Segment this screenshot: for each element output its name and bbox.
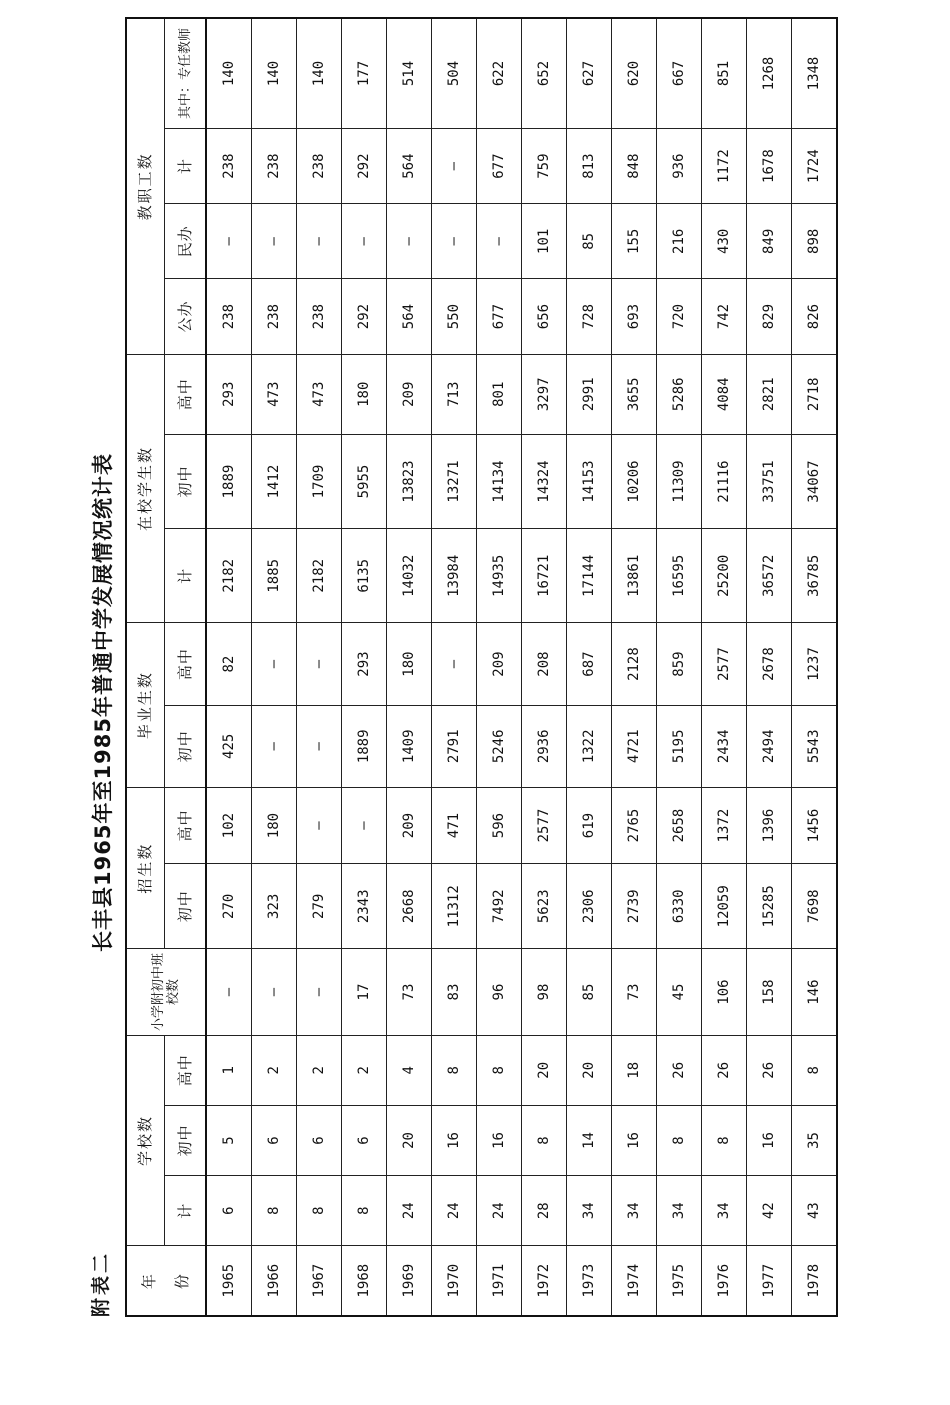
table-cell: 279 <box>297 864 342 949</box>
table-cell: 102 <box>206 787 252 863</box>
staff-private-header: 民办 <box>165 204 207 279</box>
table-cell: 1372 <box>702 787 747 863</box>
table-cell: 13861 <box>612 529 657 623</box>
table-cell: 20 <box>522 1035 567 1105</box>
table-cell: 1724 <box>792 128 838 203</box>
table-cell: 292 <box>342 128 387 203</box>
table-cell: 2739 <box>612 864 657 949</box>
table-title: 长丰县1965年至1985年普通中学发展情况统计表 <box>91 453 115 952</box>
table-cell: 564 <box>387 279 432 354</box>
table-cell: 2434 <box>702 705 747 787</box>
table-cell: 11312 <box>432 864 477 949</box>
table-cell: 693 <box>612 279 657 354</box>
school-senior-header: 高中 <box>165 1035 207 1105</box>
table-cell: 17 <box>342 949 387 1035</box>
enroll-senior-header: 高中 <box>165 787 207 863</box>
table-cell: 2577 <box>522 787 567 863</box>
table-cell: 759 <box>522 128 567 203</box>
table-cell: 6 <box>252 1105 297 1175</box>
year-cell: 1965 <box>206 1246 252 1316</box>
table-cell: 42 <box>747 1176 792 1246</box>
table-cell: 15285 <box>747 864 792 949</box>
table-row <box>522 18 567 1316</box>
year-header <box>126 1246 206 1316</box>
year-cell: 1972 <box>522 1246 567 1316</box>
table-cell: 14032 <box>387 529 432 623</box>
table-cell: 1889 <box>206 434 252 528</box>
table-cell: 18 <box>612 1035 657 1105</box>
students-total-header: 计 <box>165 529 207 623</box>
table-header <box>126 18 206 1316</box>
staff-header: 教职工数 <box>126 18 165 354</box>
table-cell: 5246 <box>477 705 522 787</box>
table-cell: 619 <box>567 787 612 863</box>
table-cell: 728 <box>567 279 612 354</box>
enroll-junior-header: 初中 <box>165 864 207 949</box>
table-cell: 13984 <box>432 529 477 623</box>
table-cell: 5195 <box>657 705 702 787</box>
table-cell: — <box>432 204 477 279</box>
table-cell: 1709 <box>297 434 342 528</box>
year-cell: 1974 <box>612 1246 657 1316</box>
year-cell: 1966 <box>252 1246 297 1316</box>
table-cell: 140 <box>206 18 252 128</box>
table-cell: 13271 <box>432 434 477 528</box>
table-row <box>477 18 522 1316</box>
table-cell: 1678 <box>747 128 792 203</box>
table-body <box>206 18 837 1316</box>
table-cell: 20 <box>387 1105 432 1175</box>
table-cell: 851 <box>702 18 747 128</box>
table-cell: 238 <box>206 128 252 203</box>
table-cell: 16721 <box>522 529 567 623</box>
table-cell: 101 <box>522 204 567 279</box>
table-cell: 1409 <box>387 705 432 787</box>
table-cell: 898 <box>792 204 838 279</box>
table-cell: — <box>252 705 297 787</box>
table-cell: 425 <box>206 705 252 787</box>
table-row <box>792 18 838 1316</box>
grad-junior-header: 初中 <box>165 705 207 787</box>
table-cell: 2343 <box>342 864 387 949</box>
table-cell: 596 <box>477 787 522 863</box>
primary-attached-header: 小学附初中班校数 <box>126 949 206 1035</box>
table-cell: — <box>297 204 342 279</box>
table-cell: 742 <box>702 279 747 354</box>
table-cell: 859 <box>657 623 702 705</box>
school-total-header: 计 <box>165 1176 207 1246</box>
table-cell: 14 <box>567 1105 612 1175</box>
table-cell: 238 <box>252 128 297 203</box>
table-cell: 849 <box>747 204 792 279</box>
table-cell: 208 <box>522 623 567 705</box>
table-cell: 33751 <box>747 434 792 528</box>
table-cell: 98 <box>522 949 567 1035</box>
table-cell: 2128 <box>612 623 657 705</box>
table-cell: 140 <box>297 18 342 128</box>
table-cell: 20 <box>567 1035 612 1105</box>
enrollment-header: 招生数 <box>126 787 165 948</box>
table-cell: 7492 <box>477 864 522 949</box>
table-cell: 677 <box>477 128 522 203</box>
table-cell: 627 <box>567 18 612 128</box>
table-cell: 5623 <box>522 864 567 949</box>
table-cell: 34 <box>657 1176 702 1246</box>
grad-senior-header: 高中 <box>165 623 207 705</box>
staff-total-header: 计 <box>165 128 207 203</box>
table-cell: 16 <box>612 1105 657 1175</box>
table-cell: 4721 <box>612 705 657 787</box>
table-cell: 216 <box>657 204 702 279</box>
table-cell: 6 <box>342 1105 387 1175</box>
table-cell: 1322 <box>567 705 612 787</box>
table-cell: 550 <box>432 279 477 354</box>
table-cell: — <box>206 949 252 1035</box>
table-cell: 16 <box>747 1105 792 1175</box>
year-header-top: 年 <box>140 1272 158 1290</box>
table-cell: 36572 <box>747 529 792 623</box>
school-junior-header: 初中 <box>165 1105 207 1175</box>
students-header: 在校学生数 <box>126 354 165 623</box>
table-cell: 687 <box>567 623 612 705</box>
table-cell: 158 <box>747 949 792 1035</box>
students-junior-header: 初中 <box>165 434 207 528</box>
table-cell: 1396 <box>747 787 792 863</box>
table-cell: 1889 <box>342 705 387 787</box>
table-cell: 26 <box>702 1035 747 1105</box>
table-cell: 209 <box>387 787 432 863</box>
table-cell: 26 <box>657 1035 702 1105</box>
year-header-bottom: 份 <box>173 1272 191 1290</box>
table-cell: 82 <box>206 623 252 705</box>
table-cell: 8 <box>657 1105 702 1175</box>
students-senior-header: 高中 <box>165 354 207 434</box>
table-cell: 83 <box>432 949 477 1035</box>
table-cell: 34 <box>612 1176 657 1246</box>
table-cell: 292 <box>342 279 387 354</box>
table-cell: — <box>387 204 432 279</box>
table-row <box>747 18 792 1316</box>
table-cell: — <box>432 623 477 705</box>
table-cell: 36785 <box>792 529 838 623</box>
table-cell: 209 <box>387 354 432 434</box>
table-cell: 514 <box>387 18 432 128</box>
table-cell: 14324 <box>522 434 567 528</box>
table-row <box>252 18 297 1316</box>
table-cell: 34 <box>702 1176 747 1246</box>
table-cell: — <box>432 128 477 203</box>
table-cell: 471 <box>432 787 477 863</box>
table-cell: 24 <box>387 1176 432 1246</box>
table-cell: 14134 <box>477 434 522 528</box>
table-cell: 2494 <box>747 705 792 787</box>
table-cell: 16595 <box>657 529 702 623</box>
table-cell: 13823 <box>387 434 432 528</box>
table-cell: 620 <box>612 18 657 128</box>
year-cell: 1976 <box>702 1246 747 1316</box>
year-cell: 1971 <box>477 1246 522 1316</box>
table-cell: 1172 <box>702 128 747 203</box>
table-row <box>567 18 612 1316</box>
year-cell: 1968 <box>342 1246 387 1316</box>
table-cell: 4084 <box>702 354 747 434</box>
table-cell: 155 <box>612 204 657 279</box>
table-cell: 16 <box>432 1105 477 1175</box>
table-cell: 473 <box>297 354 342 434</box>
table-cell: — <box>477 204 522 279</box>
table-cell: 238 <box>297 128 342 203</box>
table-cell: 8 <box>432 1035 477 1105</box>
table-cell: 8 <box>702 1105 747 1175</box>
year-cell: 1978 <box>792 1246 838 1316</box>
table-cell: — <box>252 949 297 1035</box>
table-cell: 8 <box>792 1035 838 1105</box>
table-cell: 8 <box>297 1176 342 1246</box>
table-cell: 180 <box>342 354 387 434</box>
table-row <box>297 18 342 1316</box>
table-cell: 1348 <box>792 18 838 128</box>
table-cell: 2577 <box>702 623 747 705</box>
table-cell: 848 <box>612 128 657 203</box>
year-cell: 1977 <box>747 1246 792 1316</box>
table-cell: 801 <box>477 354 522 434</box>
table-cell: 2936 <box>522 705 567 787</box>
table-row <box>612 18 657 1316</box>
table-cell: 2 <box>297 1035 342 1105</box>
table-cell: 24 <box>432 1176 477 1246</box>
table-cell: 6 <box>297 1105 342 1175</box>
table-row <box>206 18 252 1316</box>
table-cell: 4 <box>387 1035 432 1105</box>
table-cell: 25200 <box>702 529 747 623</box>
table-cell: 323 <box>252 864 297 949</box>
table-cell: 8 <box>477 1035 522 1105</box>
table-cell: 85 <box>567 204 612 279</box>
table-row <box>432 18 477 1316</box>
table-cell: 45 <box>657 949 702 1035</box>
table-cell: 5543 <box>792 705 838 787</box>
table-cell: — <box>342 204 387 279</box>
year-cell: 1969 <box>387 1246 432 1316</box>
table-cell: 3297 <box>522 354 567 434</box>
table-cell: 826 <box>792 279 838 354</box>
table-cell: 3655 <box>612 354 657 434</box>
year-cell: 1975 <box>657 1246 702 1316</box>
table-cell: 35 <box>792 1105 838 1175</box>
table-cell: 2668 <box>387 864 432 949</box>
table-cell: 12059 <box>702 864 747 949</box>
table-cell: 7698 <box>792 864 838 949</box>
table-cell: 238 <box>206 279 252 354</box>
graduates-header: 毕业生数 <box>126 623 165 787</box>
table-cell: 564 <box>387 128 432 203</box>
staff-teachers-header: 其中：专任教师 <box>165 18 207 128</box>
table-cell: 2821 <box>747 354 792 434</box>
appendix-label: 附表二 <box>90 1250 112 1317</box>
table-cell: 293 <box>342 623 387 705</box>
table-cell: 1268 <box>747 18 792 128</box>
table-cell: 106 <box>702 949 747 1035</box>
table-cell: 504 <box>432 18 477 128</box>
table-cell: 34067 <box>792 434 838 528</box>
table-cell: — <box>297 705 342 787</box>
table-row <box>657 18 702 1316</box>
table-cell: 622 <box>477 18 522 128</box>
table-cell: 2 <box>342 1035 387 1105</box>
table-cell: 473 <box>252 354 297 434</box>
table-cell: 2678 <box>747 623 792 705</box>
table-cell: 96 <box>477 949 522 1035</box>
table-cell: 6 <box>206 1176 252 1246</box>
table-cell: 8 <box>522 1105 567 1175</box>
year-cell: 1970 <box>432 1246 477 1316</box>
table-cell: — <box>297 623 342 705</box>
table-row <box>387 18 432 1316</box>
table-cell: 936 <box>657 128 702 203</box>
table-cell: 43 <box>792 1176 838 1246</box>
statistics-table <box>125 17 838 1317</box>
table-cell: 1412 <box>252 434 297 528</box>
table-cell: 180 <box>387 623 432 705</box>
table-cell: 14153 <box>567 434 612 528</box>
table-cell: 73 <box>612 949 657 1035</box>
table-cell: 5955 <box>342 434 387 528</box>
table-cell: 2765 <box>612 787 657 863</box>
table-cell: 270 <box>206 864 252 949</box>
table-cell: 430 <box>702 204 747 279</box>
table-cell: 238 <box>297 279 342 354</box>
table-cell: 2182 <box>297 529 342 623</box>
table-cell: 11309 <box>657 434 702 528</box>
table-cell: 2 <box>252 1035 297 1105</box>
table-cell: 293 <box>206 354 252 434</box>
table-cell: 2991 <box>567 354 612 434</box>
table-cell: 6135 <box>342 529 387 623</box>
table-row <box>342 18 387 1316</box>
table-cell: 177 <box>342 18 387 128</box>
table-cell: 713 <box>432 354 477 434</box>
table-cell: 720 <box>657 279 702 354</box>
table-cell: — <box>297 949 342 1035</box>
table-row <box>702 18 747 1316</box>
table-cell: — <box>252 204 297 279</box>
table-cell: 5 <box>206 1105 252 1175</box>
table-cell: 1 <box>206 1035 252 1105</box>
table-cell: 28 <box>522 1176 567 1246</box>
year-cell: 1973 <box>567 1246 612 1316</box>
table-cell: 5286 <box>657 354 702 434</box>
table-cell: — <box>297 787 342 863</box>
table-cell: 2791 <box>432 705 477 787</box>
table-cell: 73 <box>387 949 432 1035</box>
year-cell: 1967 <box>297 1246 342 1316</box>
table-cell: 1885 <box>252 529 297 623</box>
table-cell: — <box>206 204 252 279</box>
table-cell: 8 <box>342 1176 387 1246</box>
table-cell: 14935 <box>477 529 522 623</box>
table-cell: 652 <box>522 18 567 128</box>
table-cell: 16 <box>477 1105 522 1175</box>
school-count-header: 学校数 <box>126 1035 165 1246</box>
table-cell: — <box>342 787 387 863</box>
table-cell: 6330 <box>657 864 702 949</box>
table-cell: 677 <box>477 279 522 354</box>
table-cell: 34 <box>567 1176 612 1246</box>
table-cell: 146 <box>792 949 838 1035</box>
table-cell: 85 <box>567 949 612 1035</box>
table-cell: 2658 <box>657 787 702 863</box>
table-cell: 140 <box>252 18 297 128</box>
table-cell: 1237 <box>792 623 838 705</box>
table-cell: 8 <box>252 1176 297 1246</box>
table-cell: 829 <box>747 279 792 354</box>
table-cell: 17144 <box>567 529 612 623</box>
table-cell: 2182 <box>206 529 252 623</box>
table-cell: — <box>252 623 297 705</box>
table-cell: 21116 <box>702 434 747 528</box>
table-cell: 10206 <box>612 434 657 528</box>
staff-public-header: 公办 <box>165 279 207 354</box>
table-cell: 2718 <box>792 354 838 434</box>
table-cell: 813 <box>567 128 612 203</box>
table-cell: 656 <box>522 279 567 354</box>
table-cell: 667 <box>657 18 702 128</box>
table-cell: 2306 <box>567 864 612 949</box>
table-cell: 180 <box>252 787 297 863</box>
table-cell: 26 <box>747 1035 792 1105</box>
table-cell: 24 <box>477 1176 522 1246</box>
table-cell: 209 <box>477 623 522 705</box>
table-cell: 238 <box>252 279 297 354</box>
table-cell: 1456 <box>792 787 838 863</box>
